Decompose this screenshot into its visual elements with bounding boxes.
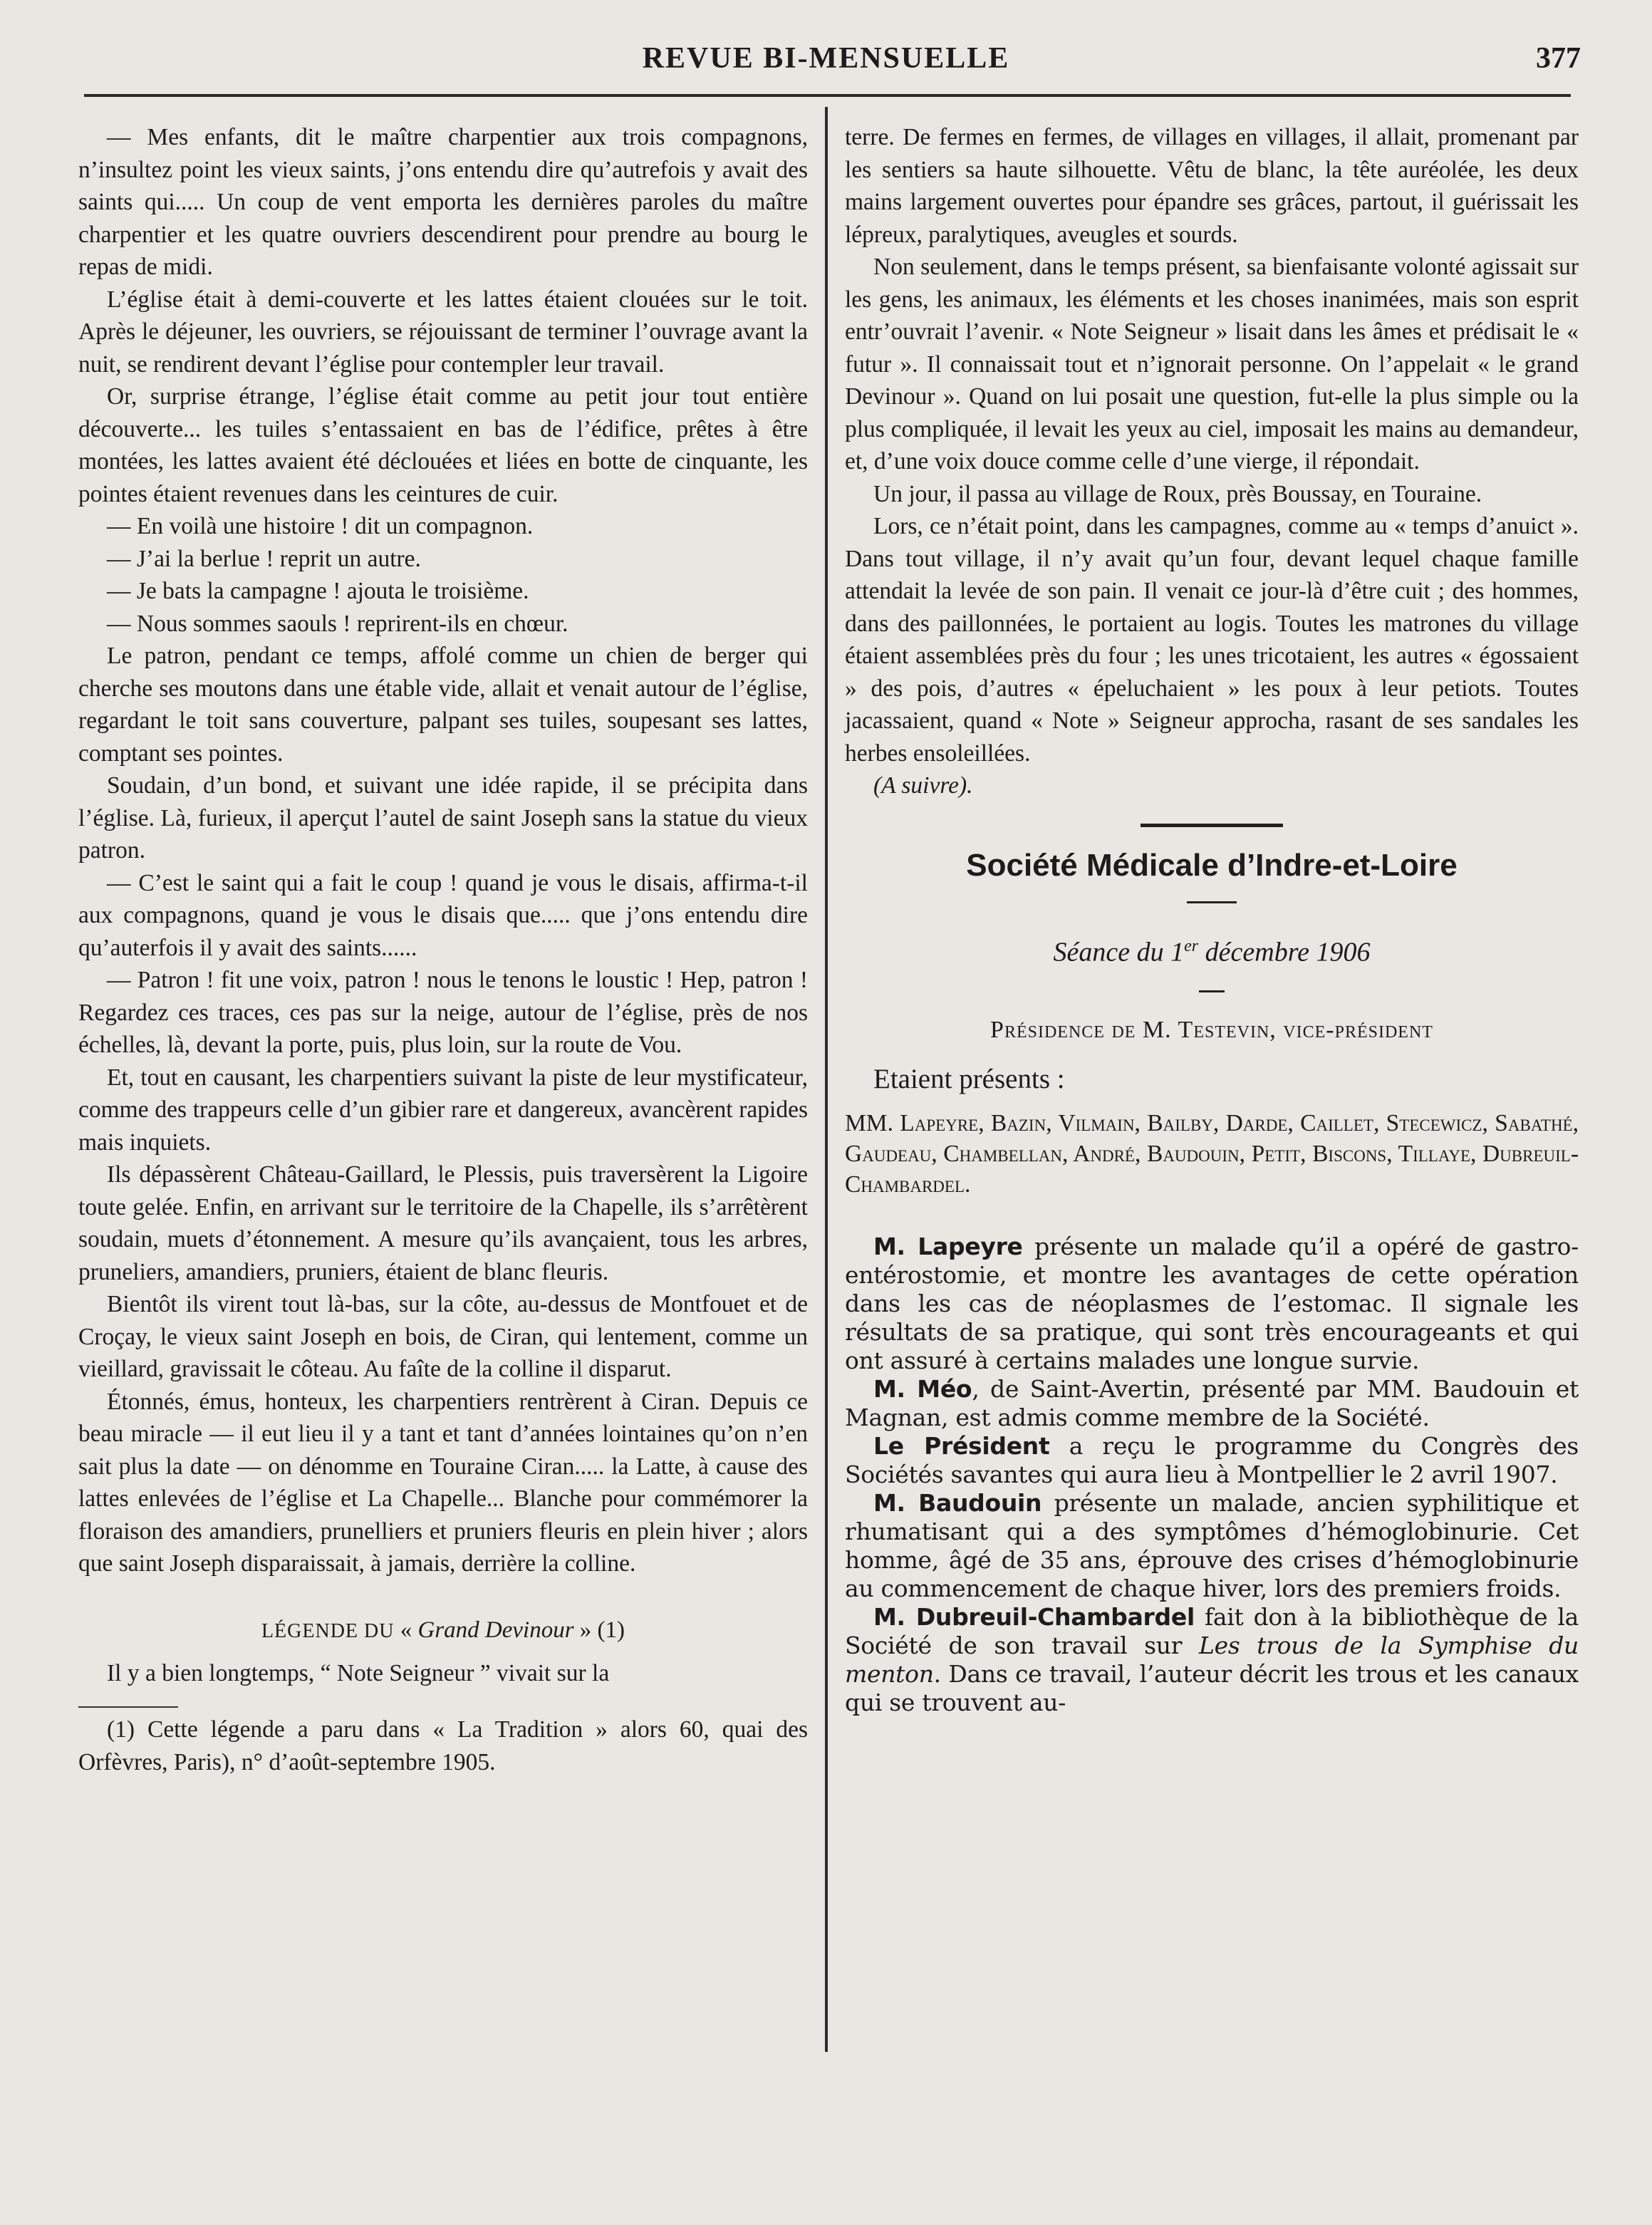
dialog-line: — Nous sommes saouls ! reprirent-ils en chœur. bbox=[107, 610, 568, 637]
paragraph: — Patron ! fit une voix, patron ! nous le tenons le loustic ! Hep, patron ! Regardez ces traces, ces pas sur la neige, autour de l’église, près de nos échelles, là, devant la porte, puis, plus loin, sur la route de Vou. bbox=[78, 967, 808, 1058]
dialog-line: — Je bats la campagne ! ajouta le troisième. bbox=[107, 578, 529, 604]
legend-open-quote: « bbox=[400, 1617, 412, 1643]
members-list: MM. Lapeyre, Bazin, Vilmain, Bailby, Darde, Caillet, Stecewicz, Sabathé, Gaudeau, Chambellan, André, Baudouin, Petit, Biscons, Tillaye, Dubreuil-Chambardel. bbox=[845, 1110, 1579, 1198]
proceeding-text: a reçu le programme du Congrès des Sociétés savantes qui aura lieu à Montpellier le 2 avril 1907. bbox=[845, 1432, 1579, 1489]
proceeding-text: fait don à la bibliothèque de la Société de son travail sur bbox=[845, 1603, 1579, 1660]
page-number: 377 bbox=[1536, 42, 1581, 75]
speaker: M. Dubreuil-Chambardel bbox=[873, 1603, 1195, 1632]
paragraph: — C’est le saint qui a fait le coup ! quand je vous le disais, affirma-t-il aux compagnons, quand je vous le disais que..... que j’ons entendu dire qu’auterfois il y avait des saints...... bbox=[78, 869, 808, 961]
paragraph: — Mes enfants, dit le maître charpentier aux trois compagnons, n’insultez point les vieux saints, j’ons entendu dire qu’autrefois y avait des saints qui..... Un coup de vent emporta les dernières paroles du maître charpentier et les quatre ouvriers descendirent pour prendre au bourg le repas de midi. bbox=[78, 124, 808, 280]
proceeding-item bbox=[845, 1489, 1579, 1603]
paragraph: terre. De fermes en fermes, de villages en villages, il allait, promenant par les sentiers sa haute silhouette. Vêtu de blanc, la tête auréolée, les deux mains largement ouvertes pour épandre ses grâces, partout, il guérissait les lépreux, paralytiques, aveugles et sourds. bbox=[845, 124, 1579, 248]
paragraph: Lors, ce n’était point, dans les campagnes, comme au « temps d’anuict ». Dans tout village, il n’y avait qu’un four, devant lequel chaque famille attendait la levée de son pain. Il venait ce jour-là d’être cuit ; des hommes, dans des paillonnées, le portaient au logis. Toutes les matrones du village étaient assemblées près du four ; les unes tricotaient, les autres « égossaient » des pois, d’autres « épeluchaient » les poux à leur petiots. Toutes jacassaient, quand « Note » Seigneur approcha, rasant de ses sandales les herbes ensoleillées. bbox=[845, 513, 1579, 767]
seance-suffix: décembre 1906 bbox=[1198, 937, 1371, 968]
paragraph: Ils dépassèrent Château-Gaillard, le Plessis, puis traversèrent la Ligoire toute gelée. Enfin, en arrivant sur le territoire de la Chapelle, ils s’arrêtèrent soudain, muets d’étonnement. A mesure qu’ils avançaient, tous les arbres, pruneliers, amandiers, pruniers, étaient de blanc fleuris. bbox=[78, 1161, 808, 1285]
legend-name: Grand Devinour bbox=[417, 1617, 574, 1643]
proceeding-text: . Dans ce travail, l’auteur décrit les trous et les canaux qui se trouvent au- bbox=[845, 1660, 1579, 1717]
legend-close: » (1) bbox=[579, 1617, 625, 1643]
paragraph: Or, surprise étrange, l’église était comme au petit jour tout entière découverte... les tuiles s’entassaient en bas de l’édifice, prêtes à être montées, les lattes avaient été déclouées et liées en botte de cinquante, les pointes étaient revenues dans les ceintures de cuir. bbox=[78, 383, 808, 507]
title-rule bbox=[1187, 901, 1237, 903]
dialog-line: — En voilà une histoire ! dit un compagnon. bbox=[107, 513, 534, 539]
left-column bbox=[78, 121, 808, 1778]
speaker: M. Lapeyre bbox=[873, 1233, 1023, 1261]
seance-rule bbox=[1199, 990, 1225, 992]
work-title: Les trous de la Symphise du menton bbox=[845, 1632, 1579, 1689]
legend-prefix: LÉGENDE DU bbox=[261, 1619, 395, 1642]
speaker: M. Baudouin bbox=[873, 1489, 1042, 1518]
a-suivre: (A suivre). bbox=[873, 772, 973, 799]
paragraph: Le patron, pendant ce temps, affolé comme un chien de berger qui cherche ses moutons dans une étable vide, allait et venait autour de l’église, regardant le toit sans couverture, palpant ses tuiles, soupesant ses lattes, comptant ses pointes. bbox=[78, 643, 808, 767]
section-separator bbox=[1141, 824, 1283, 827]
journal-title: REVUE BI-MENSUELLE bbox=[642, 42, 1010, 75]
legend-first-line: Il y a bien longtemps, “ Note Seigneur ” vivait sur la bbox=[107, 1659, 610, 1686]
paragraph: L’église était à demi-couverte et les lattes étaient clouées sur le toit. Après le déjeuner, les ouvriers, se réjouissant de terminer l’ouvrage avant la nuit, se rendirent devant l’église pour contempler leur travail. bbox=[78, 286, 808, 378]
presents-label: Etaient présents : bbox=[873, 1064, 1065, 1095]
proceeding-item bbox=[845, 1432, 1579, 1489]
footnote: (1) Cette légende a paru dans « La Tradition » alors 60, quai des Orfèvres, Paris), n° d’août-septembre 1905. bbox=[78, 1716, 808, 1775]
proceeding-text: , de Saint-Avertin, présenté par MM. Baudouin et Magnan, est admis comme membre de la Société. bbox=[845, 1375, 1579, 1432]
seance-prefix: Séance du 1 bbox=[1053, 937, 1185, 968]
right-column bbox=[845, 121, 1579, 1717]
seance-sup: er bbox=[1184, 936, 1199, 955]
proceedings bbox=[845, 1233, 1579, 1717]
paragraph: Étonnés, émus, honteux, les charpentiers rentrèrent à Ciran. Depuis ce beau miracle — il eut lieu il y a tant et tant d’années lointaines qu’on n’en sait plus la date — on dénomme en Touraine Ciran..... la Latte, à cause des lattes enlevées de l’église et La Chapelle... Blanche pour commémorer la floraison des amandiers, prunelliers et pruniers fleuris en plein hiver ; alors que saint Joseph disparaissait, à jamais, derrière la colline. bbox=[78, 1388, 808, 1577]
proceeding-item bbox=[845, 1375, 1579, 1432]
proceeding-item bbox=[845, 1603, 1579, 1717]
paragraph: Un jour, il passa au village de Roux, près Boussay, en Touraine. bbox=[873, 480, 1482, 507]
dialog-line: — J’ai la berlue ! reprit un autre. bbox=[107, 545, 421, 572]
footnote-rule bbox=[78, 1706, 178, 1708]
proceeding-text: présente un malade qu’il a opéré de gastro-entérostomie, et montre les avantages de cette opération dans les cas de néoplasmes de l’estomac. Il signale les résultats de sa pratique, qui sont très encourageants et qui ont assuré à certains malades une longue survie. bbox=[845, 1233, 1579, 1375]
legend-heading bbox=[78, 1614, 808, 1647]
speaker: Le Président bbox=[873, 1432, 1050, 1461]
column-divider bbox=[825, 107, 828, 2052]
paragraph: Bientôt ils virent tout là-bas, sur la côte, au-dessus de Montfouet et de Croçay, le vieux saint Joseph en bois, de Ciran, qui lentement, comme un vieillard, gravissait le côteau. Au faîte de la colline il disparut. bbox=[78, 1291, 808, 1382]
society-title: Société Médicale d’Indre-et-Loire bbox=[966, 847, 1458, 883]
header-rule bbox=[84, 94, 1571, 97]
proceeding-item bbox=[845, 1233, 1579, 1375]
paragraph: Et, tout en causant, les charpentiers suivant la piste de leur mystificateur, comme des trappeurs celle d’un gibier rare et dangereux, avancèrent rapides mais inquiets. bbox=[78, 1064, 808, 1156]
proceeding-text: présente un malade, ancien syphilitique et rhumatisant qui a des symptômes d’hémoglobinurie. Cet homme, âgé de 35 ans, éprouve des crises d’hémoglobinurie au commencement de chaque hiver, lors des premiers froids. bbox=[845, 1489, 1579, 1603]
paragraph: Soudain, d’un bond, et suivant une idée rapide, il se précipita dans l’église. Là, furieux, il aperçut l’autel de saint Joseph sans la statue du vieux patron. bbox=[78, 772, 808, 863]
seance-date bbox=[845, 929, 1579, 970]
presidence: Présidence de M. Testevin, vice-président bbox=[990, 1017, 1433, 1044]
paragraph: Non seulement, dans le temps présent, sa bienfaisante volonté agissait sur les gens, les animaux, les éléments et les choses inanimées, mais son esprit entr’ouvrait l’avenir. « Note Seigneur » lisait dans les âmes et prédisait le « futur ». Il connaissait tout et n’ignorait personne. On l’appelait « le grand Devinour ». Quand on lui posait une question, fut-elle la plus simple ou la plus compliquée, il levait les yeux au ciel, imposait les mains au demandeur, et, d’une voix douce comme celle d’une vierge, il répondait. bbox=[845, 254, 1579, 474]
speaker: M. Méo bbox=[873, 1375, 972, 1404]
